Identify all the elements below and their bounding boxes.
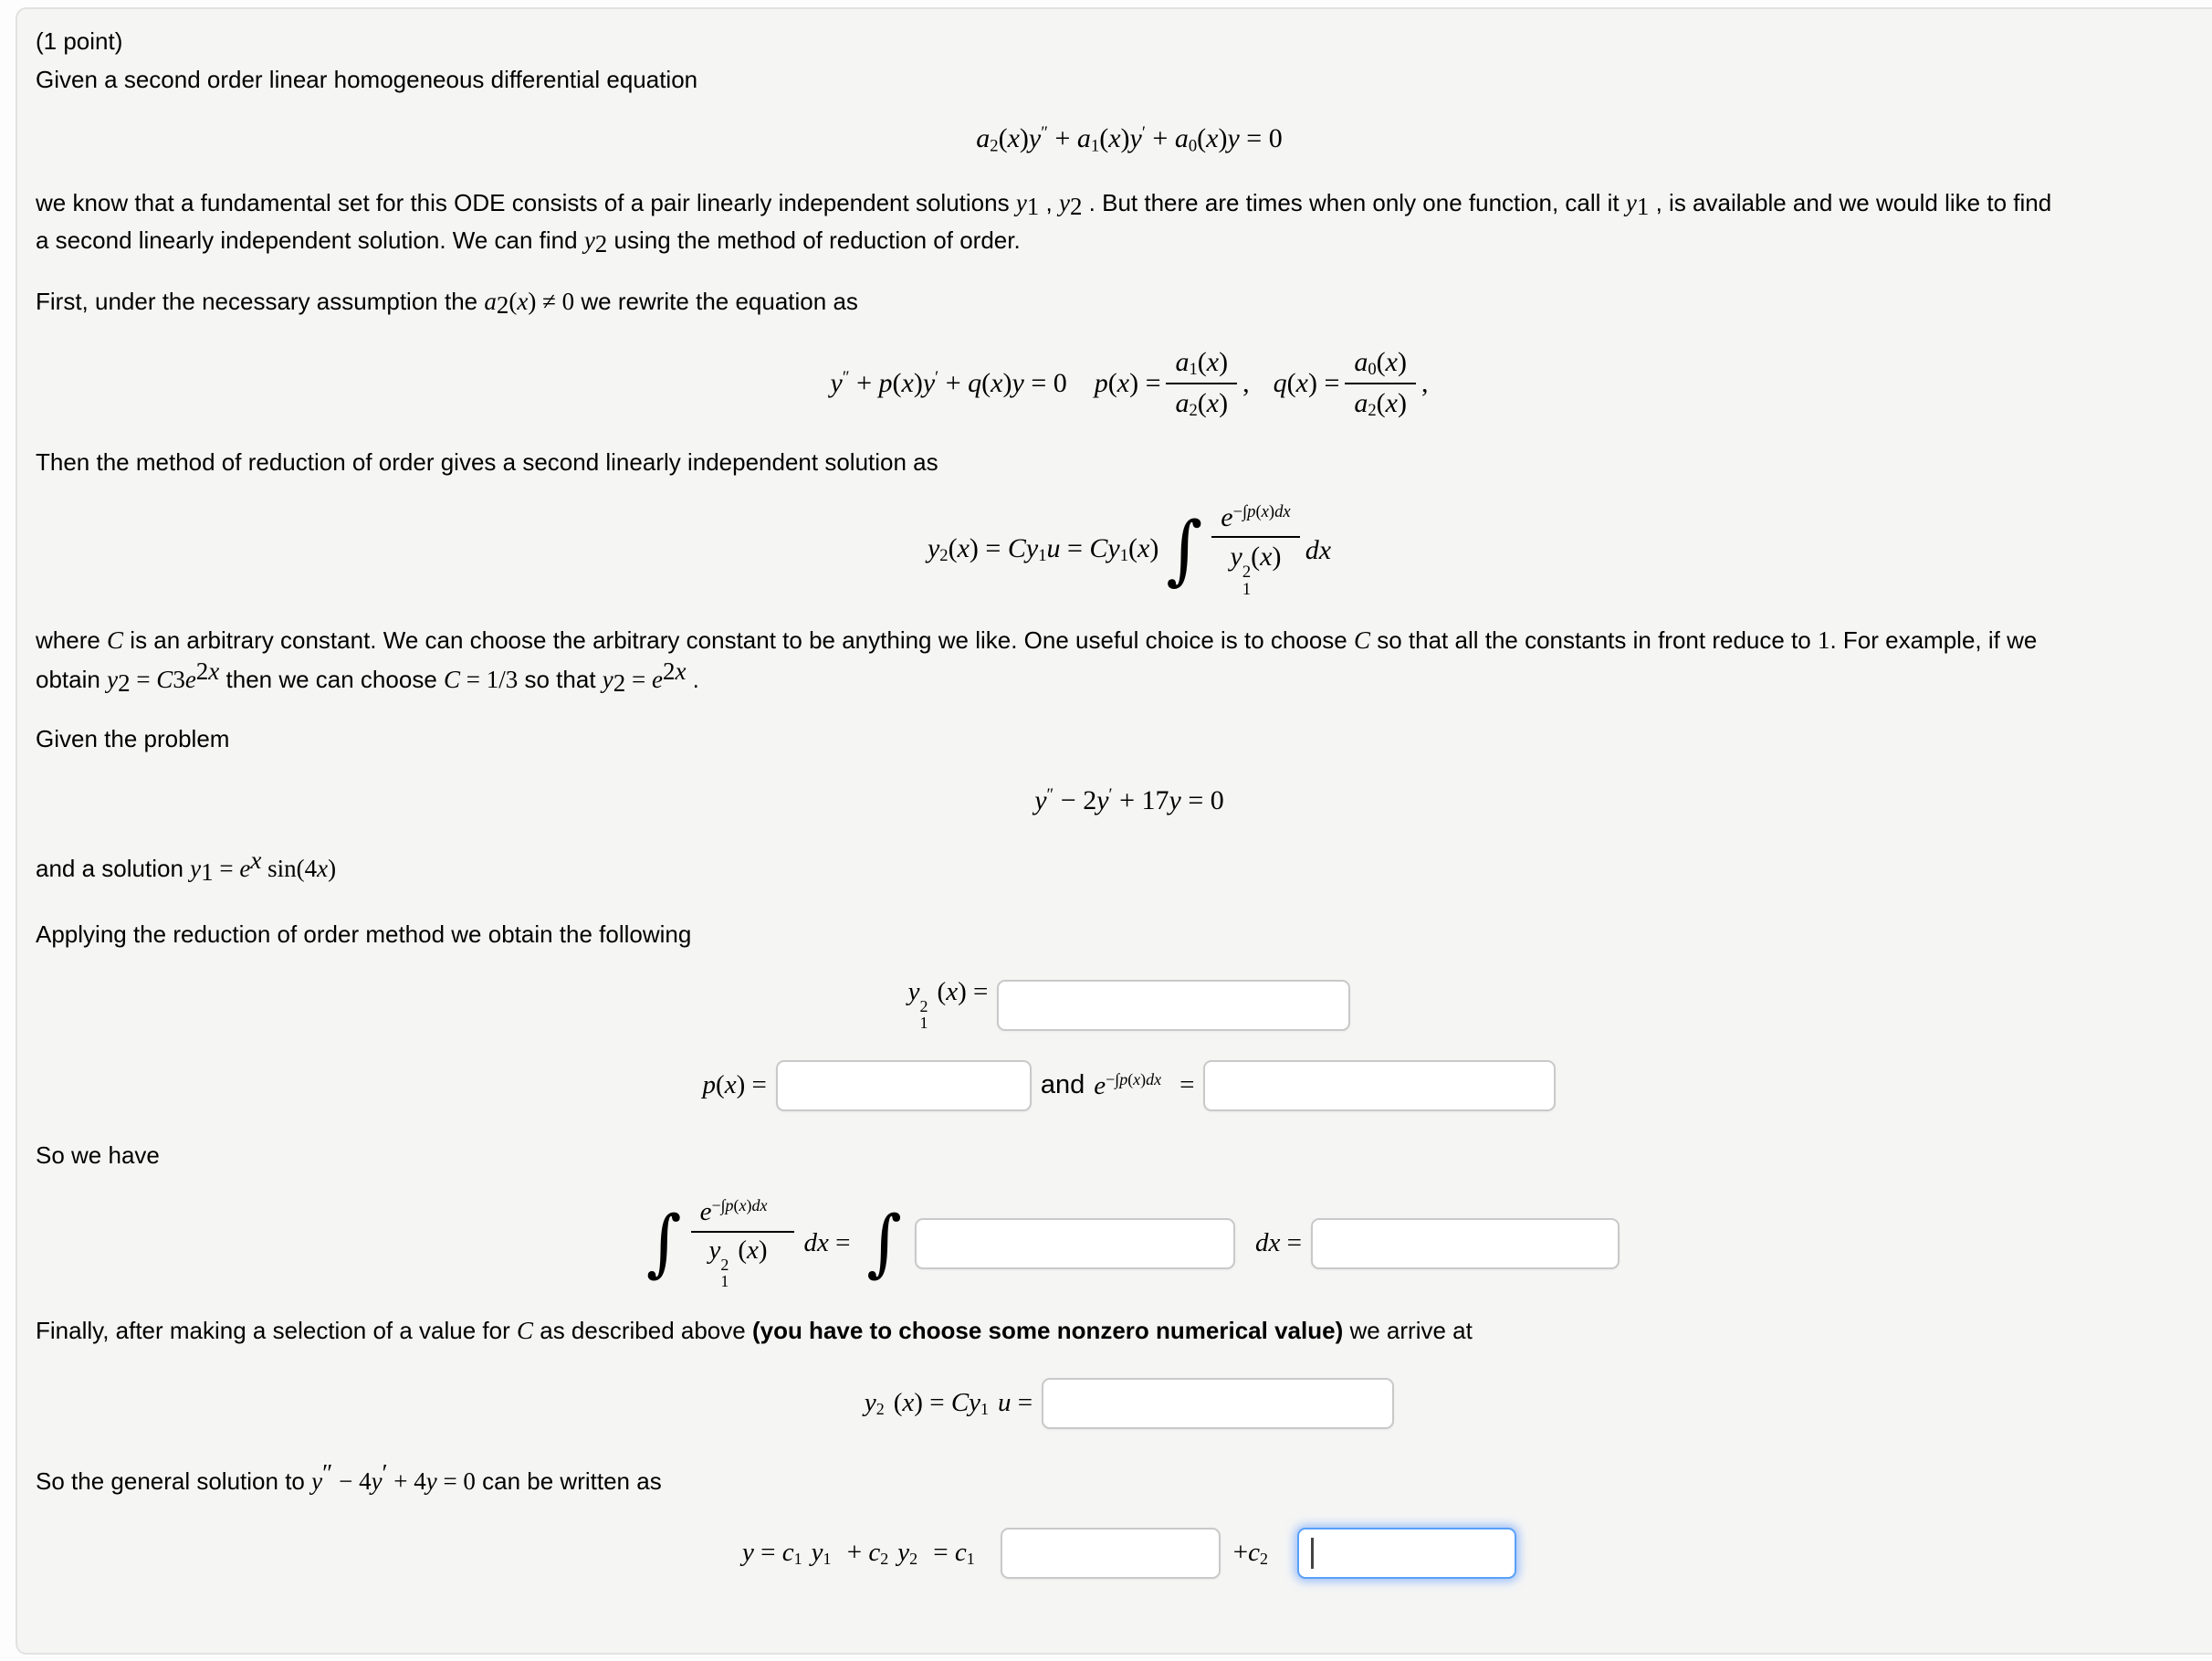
subscript <box>939 546 948 565</box>
text-paragraph <box>36 288 2212 318</box>
script-stack <box>1242 564 1251 598</box>
text-paragraph <box>36 725 2212 752</box>
fraction-numerator <box>1166 345 1237 384</box>
math-expression: $y_2 = C3e^{2x}$ <box>107 657 220 697</box>
fraction <box>1211 500 1299 601</box>
text-run: then we can choose <box>219 665 444 693</box>
math-expression: 1 <box>1636 192 1650 220</box>
fraction <box>691 1195 795 1291</box>
p-of-x-input[interactable] <box>776 1060 1032 1111</box>
subscript <box>1120 546 1128 565</box>
text-paragraph <box>36 66 2212 93</box>
problem-content <box>36 27 2212 1581</box>
math-expression: 2 <box>990 135 999 155</box>
math-expression: 2 <box>919 997 928 1016</box>
script-stack <box>720 1256 738 1289</box>
math-expression: $y_2(x) = Cy_1u = Cy_1(x)$ <box>927 533 1159 566</box>
math-expression: 2 <box>1260 1549 1268 1568</box>
equation <box>36 342 2212 426</box>
math-expression: 1 <box>1817 626 1830 654</box>
math-roman: sin <box>267 855 297 883</box>
integral-sign: ∫ <box>1166 506 1203 594</box>
text-run: and a solution <box>36 855 191 883</box>
superscript <box>843 368 850 387</box>
math-expression: ″ <box>322 1458 333 1487</box>
text-run: So the general solution to <box>36 1467 312 1495</box>
math-expression: $y_2$ $(x) = Cy_1$ u = <box>864 1387 1033 1418</box>
text-paragraph <box>36 1458 2212 1495</box>
subscript <box>876 1400 894 1418</box>
text-run: using the method of reduction of order. <box>607 226 1021 254</box>
subscript <box>880 1550 897 1568</box>
math-expression: x <box>250 846 262 874</box>
math-expression: 1 <box>1026 192 1040 220</box>
subscript <box>118 668 131 697</box>
text-run: where <box>36 626 108 654</box>
text-run: can be written as <box>475 1467 662 1495</box>
equation <box>36 499 2212 602</box>
math-expression: 2 <box>875 1399 885 1418</box>
text-run: (1 point) <box>36 27 123 55</box>
text-run: Finally, after making a selection of a value for <box>36 1316 517 1344</box>
subscript <box>1260 1550 1277 1568</box>
superscript <box>1041 123 1048 142</box>
math-expression: 2 <box>880 1549 889 1568</box>
math-expression: 1 <box>1090 135 1100 155</box>
text-run: First, under the necessary assumption the <box>36 288 485 315</box>
subscript <box>980 1400 998 1418</box>
subscript <box>1368 401 1376 420</box>
math-expression: 2 <box>496 290 509 319</box>
superscript <box>250 846 262 874</box>
text-run: we arrive at <box>1343 1316 1473 1344</box>
subscript <box>1189 136 1197 155</box>
text-paragraph <box>36 1317 2212 1344</box>
fraction-numerator <box>691 1195 795 1233</box>
text-run: as described above <box>533 1316 752 1344</box>
math-expression: −∫p(x)dx <box>711 1196 768 1215</box>
text-line <box>36 66 2212 93</box>
math-expression: 1 <box>201 857 214 886</box>
c2-term-input[interactable] <box>1297 1528 1516 1579</box>
math-expression: 2 <box>594 229 608 258</box>
math-expression: y 2 1 (x) <box>1230 541 1282 599</box>
math-expression: $y_2$ <box>583 226 608 258</box>
math-expression: $y = c_1$ $y_1 + c_2$ $y_2 = c_1$ <box>742 1540 984 1567</box>
subscript <box>990 136 998 155</box>
math-expression: $e^{-\int p(x)dx}$ <box>1221 501 1291 532</box>
fraction-denominator <box>1166 384 1237 422</box>
text-line <box>36 1458 2212 1495</box>
text-paragraph <box>36 848 2212 885</box>
math-expression: $a_2(x)$ <box>1175 387 1229 420</box>
math-expression: 2 <box>613 668 626 697</box>
math-expression: y 2 1 (x) <box>708 1235 768 1291</box>
fraction-denominator <box>699 1233 785 1291</box>
math-expression: , <box>1242 367 1250 398</box>
integral-sign: ∫ <box>646 1200 682 1286</box>
math-expression: 2 <box>720 1256 729 1275</box>
fraction-denominator <box>1221 538 1290 601</box>
text-run: we rewrite the equation as <box>574 288 858 315</box>
subscript <box>201 857 214 886</box>
math-expression: 2 <box>939 546 949 566</box>
math-expression: ′ <box>1141 122 1146 142</box>
text-run: so that all the constants in front reduce to <box>1370 626 1818 654</box>
math-expression: $a_2(x)y'' + a_1(x)y' + a_0(x)y = 0$ <box>976 122 1283 155</box>
superscript <box>1106 1070 1170 1088</box>
text-run: Given the problem <box>36 724 230 752</box>
text-run: obtain <box>36 665 108 693</box>
script-stack <box>920 998 938 1031</box>
math-expression: p(x) = <box>1094 367 1161 398</box>
text-line <box>36 27 2212 55</box>
math-expression: 0 <box>1188 135 1198 155</box>
text-line <box>36 1141 2212 1169</box>
answer-row <box>36 1193 2212 1295</box>
text-run: Given a second order linear homogeneous differential equation <box>36 66 698 93</box>
text-line <box>36 659 2212 699</box>
text-run: we know that a fundamental set for this ODE consists of a pair linearly independent solutions <box>36 189 1016 216</box>
math-expression: dx = <box>1254 1228 1302 1258</box>
fraction-numerator <box>1211 500 1299 538</box>
math-expression: $a_0(x)$ <box>1354 347 1407 380</box>
exp-neg-integral-input[interactable] <box>1203 1060 1556 1111</box>
math-expression: (4x) <box>296 855 337 883</box>
math-expression: y″ − 4y′ + 4y = 0 <box>311 1458 476 1495</box>
math-expression: 1 <box>966 1549 975 1568</box>
math-expression: 2x <box>662 657 687 685</box>
math-expression: 1 <box>1189 360 1198 380</box>
text-line <box>36 1317 2212 1344</box>
text-run: is an arbitrary constant. We can choose the arbitrary constant to be anything we like. One useful choice is to choose <box>123 626 1354 654</box>
math-expression: −∫p(x)dx <box>1106 1070 1162 1089</box>
math-expression: 2 <box>1069 192 1083 220</box>
text-line <box>36 288 2212 318</box>
text-line <box>36 848 2212 885</box>
math-expression: dx <box>1305 534 1332 565</box>
math-expression: ″ <box>1046 784 1054 804</box>
fraction-denominator <box>1345 384 1416 422</box>
math-expression: $y_1$ <box>1625 189 1650 220</box>
math-expression: ′ <box>382 1458 388 1487</box>
text-paragraph <box>36 27 2212 55</box>
text-run: , is available and we would like to find <box>1649 189 2052 216</box>
fraction <box>1166 345 1237 421</box>
answer-row <box>36 1059 2212 1112</box>
fraction-numerator <box>1345 345 1416 384</box>
fraction <box>1345 345 1416 421</box>
subscript <box>967 1550 984 1568</box>
math-expression: $y_2 = e^{2x}$ <box>602 657 687 697</box>
math-expression: 2 <box>118 668 131 697</box>
math-expression: dx = <box>803 1228 851 1258</box>
math-expression: y 2 1 (x) = <box>907 977 989 1033</box>
text-line <box>36 920 2212 948</box>
text-line <box>36 622 2212 659</box>
subscript <box>1189 401 1197 420</box>
math-expression: = <box>1179 1070 1195 1100</box>
subscript <box>794 1550 812 1568</box>
y2-solution-input[interactable] <box>1042 1378 1394 1429</box>
subscript <box>1091 136 1099 155</box>
subscript <box>1368 360 1376 379</box>
math-expression: $e^{-\int p(x)dx}$ <box>700 1197 777 1226</box>
integral-result-input[interactable] <box>1311 1218 1620 1269</box>
text-run: so that <box>518 665 603 693</box>
integrand-input[interactable] <box>915 1218 1235 1269</box>
text-run: . But there are times when only one function, call it <box>1082 189 1626 216</box>
subscript <box>613 668 626 697</box>
c1-term-input[interactable] <box>1001 1528 1221 1579</box>
text-run: Applying the reduction of order method we obtain the following <box>36 920 692 948</box>
math-expression: 2 <box>1368 400 1377 420</box>
math-expression: 1 <box>1242 579 1252 599</box>
math-expression: 1 <box>793 1549 802 1568</box>
text-paragraph <box>36 184 2212 259</box>
math-expression: 2 <box>909 1549 918 1568</box>
math-expression: y″ + p(x)y′ + q(x)y = 0 <box>830 367 1067 398</box>
math-expression: 1 <box>980 1399 990 1418</box>
math-expression: p(x) = <box>702 1070 767 1100</box>
math-expression: ″ <box>842 367 850 387</box>
text-run: . For example, if we <box>1829 626 2038 654</box>
superscript <box>195 657 220 685</box>
math-expression: $+c_2$ <box>1233 1540 1277 1567</box>
math-expression: 2 <box>1242 562 1252 583</box>
text-run: , <box>1039 189 1059 216</box>
superscript <box>1109 785 1113 804</box>
math-expression: ″ <box>1041 122 1048 142</box>
math-expression: 2x <box>195 657 220 685</box>
text-line <box>36 222 2212 259</box>
math-expression: $a_1(x)$ <box>1175 347 1229 380</box>
subscript <box>909 1550 927 1568</box>
subscript <box>496 290 509 319</box>
math-expression: ′ <box>935 367 939 387</box>
math-expression: C <box>1353 626 1370 654</box>
math-expression: −∫p(x)dx <box>1232 501 1291 521</box>
text-cursor <box>1311 1538 1314 1569</box>
math-expression: y″ − 2y′ + 17y = 0 <box>1034 784 1224 815</box>
math-expression: C = 1/3 <box>444 665 519 693</box>
equation <box>36 784 2212 817</box>
math-expression: q(x) = <box>1273 367 1340 398</box>
equation <box>36 123 2212 156</box>
math-expression: 1 <box>823 1549 832 1568</box>
text-line <box>36 725 2212 752</box>
math-expression: 1 <box>1038 546 1047 566</box>
superscript <box>711 1196 776 1214</box>
text-paragraph <box>36 448 2212 476</box>
math-expression: $e^{-\int p(x)dx}$ <box>1094 1071 1170 1099</box>
problem-panel <box>16 7 2212 1655</box>
text-run: So we have <box>36 1141 160 1169</box>
text-run: a second linearly independent solution. We can find <box>36 226 584 254</box>
bold-text-run: (you have to choose some nonzero numerical value) <box>751 1316 1344 1344</box>
math-expression: 0 <box>1368 360 1377 380</box>
text-paragraph <box>36 920 2212 948</box>
math-expression: $a_2(x) \ne 0$ <box>484 288 575 319</box>
subscript <box>1189 360 1197 379</box>
text-run: Then the method of reduction of order gives a second linearly independent solution as <box>36 447 938 476</box>
text-paragraph <box>36 1141 2212 1169</box>
math-expression: ′ <box>1108 784 1113 804</box>
text-line <box>36 184 2212 222</box>
math-expression: 1 <box>720 1272 729 1291</box>
integral-sign: ∫ <box>866 1200 902 1286</box>
answer-row <box>36 1377 2212 1430</box>
math-expression: 1 <box>919 1014 928 1033</box>
y1-squared-input[interactable] <box>997 980 1350 1031</box>
superscript <box>322 1458 333 1487</box>
superscript <box>1233 502 1291 521</box>
math-expression: , <box>1421 367 1429 398</box>
text-run: and <box>1040 1070 1085 1100</box>
subscript <box>823 1550 840 1568</box>
math-expression: $y_1 = e^x$ <box>190 846 262 886</box>
math-expression: 1 <box>1119 546 1129 566</box>
superscript <box>662 657 687 685</box>
answer-row <box>36 979 2212 1032</box>
text-run: . <box>686 665 699 693</box>
math-expression: C <box>107 626 124 654</box>
math-expression: $a_2(x)$ <box>1354 387 1407 420</box>
math-expression: 2 <box>1189 400 1198 420</box>
answer-row <box>36 1526 2212 1581</box>
math-expression: $y_2$ <box>1058 189 1083 220</box>
math-expression: $y_1$ <box>1015 189 1040 220</box>
text-line <box>36 448 2212 476</box>
text-paragraph <box>36 622 2212 699</box>
math-expression: C <box>517 1316 534 1344</box>
